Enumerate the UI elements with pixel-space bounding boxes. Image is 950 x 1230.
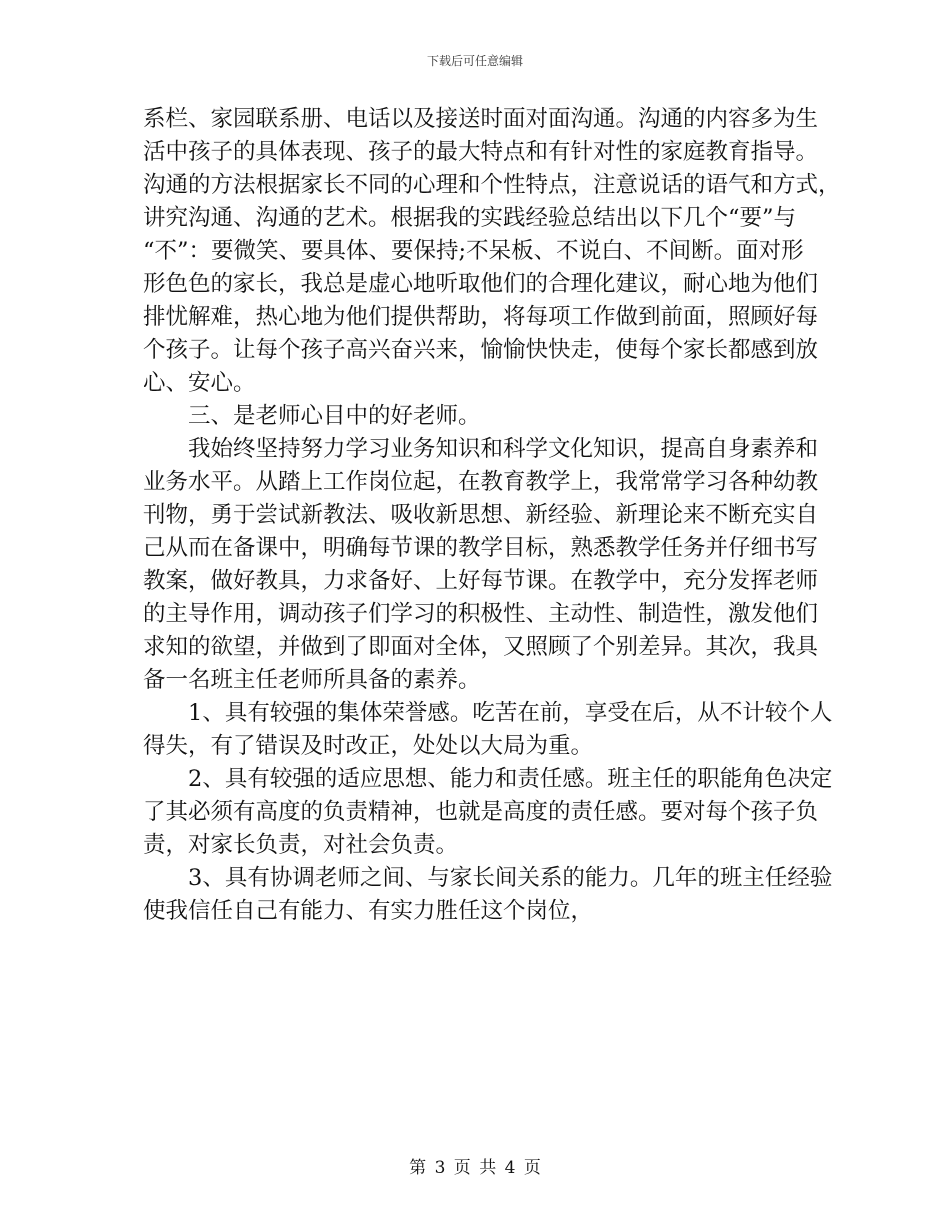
text-line: 了其必须有高度的负责精神，也就是高度的责任感。要对每个孩子负 xyxy=(143,799,819,825)
text-line: 沟通的方法根据家长不同的心理和个性特点，注意说话的语气和方式， xyxy=(143,172,841,198)
text-line: 活中孩子的具体表现、孩子的最大特点和有针对性的家庭教育指导。 xyxy=(143,139,819,165)
text-line: 排忧解难，热心地为他们提供帮助，将每项工作做到前面，照顾好每 xyxy=(143,304,819,330)
text-line: 业务水平。从踏上工作岗位起，在教育教学上，我常常学习各种幼教 xyxy=(143,469,819,495)
text-line: 得失，有了错误及时改正，处处以大局为重。 xyxy=(143,733,594,759)
text-line: 我始终坚持努力学习业务知识和科学文化知识，提高自身素养和 xyxy=(188,436,819,462)
document-body xyxy=(143,103,841,928)
list-item: 1、具有较强的集体荣誉感。吃苦在前，享受在后，从不计较个人 xyxy=(188,700,833,726)
text-line: 的主导作用，调动孩子们学习的积极性、主动性、制造性，激发他们 xyxy=(143,601,819,627)
text-line: 己从而在备课中，明确每节课的教学目标，熟悉教学任务并仔细书写 xyxy=(143,535,819,561)
text-line: “不”：要微笑、要具体、要保持;不呆板、不说白、不间断。面对形 xyxy=(143,238,804,264)
text-line: 使我信任自己有能力、有实力胜任这个岗位， xyxy=(143,898,594,924)
text-line: 心、安心。 xyxy=(143,370,256,396)
text-line: 形色色的家长，我总是虚心地听取他们的合理化建议，耐心地为他们 xyxy=(143,271,819,297)
text-line: 刊物，勇于尝试新教法、吸收新思想、新经验、新理论来不断充实自 xyxy=(143,502,819,528)
text-line: 备一名班主任老师所具备的素养。 xyxy=(143,667,481,693)
text-line: 讲究沟通、沟通的艺术。根据我的实践经验总结出以下几个“要”与 xyxy=(143,205,797,231)
list-item: 3、具有协调老师之间、与家长间关系的能力。几年的班主任经验 xyxy=(188,865,833,891)
list-item: 2、具有较强的适应思想、能力和责任感。班主任的职能角色决定 xyxy=(188,766,833,792)
text-line: 系栏、家园联系册、电话以及接送时面对面沟通。沟通的内容多为生 xyxy=(143,106,819,132)
section-heading: 三、是老师心目中的好老师。 xyxy=(188,403,481,429)
text-line: 个孩子。让每个孩子高兴奋兴来，愉愉快快走，使每个家长都感到放 xyxy=(143,337,819,363)
text-line: 求知的欲望，并做到了即面对全体，又照顾了个别差异。其次，我具 xyxy=(143,634,819,660)
page-header: 下载后可任意编辑 xyxy=(426,54,523,68)
text-line: 责，对家长负责，对社会负责。 xyxy=(143,832,459,858)
page-footer: 第 3 页 共 4 页 xyxy=(409,1158,541,1178)
text-line: 教案，做好教具，力求备好、上好每节课。在教学中，充分发挥老师 xyxy=(143,568,819,594)
